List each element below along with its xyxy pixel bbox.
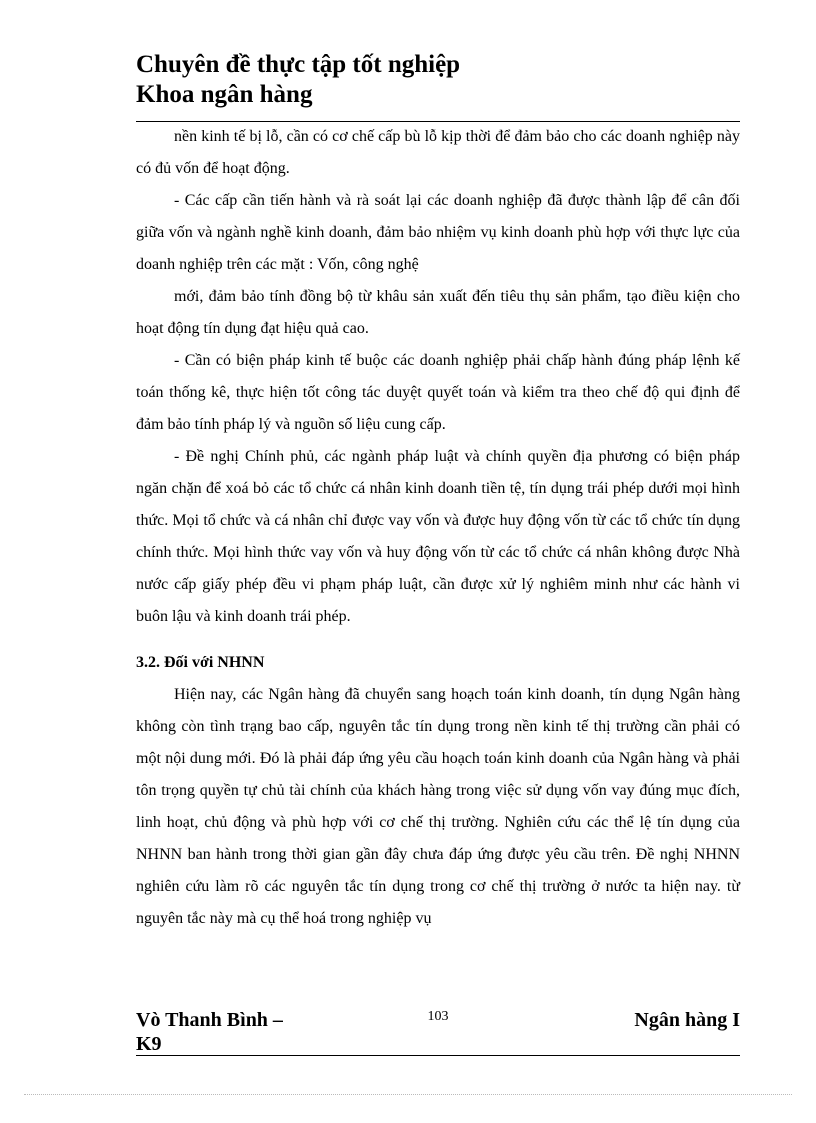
paragraph-1: nền kinh tế bị lỗ, cần có cơ chế cấp bù lỗ kịp thời để đảm bảo cho các doanh nghiệp này có đủ vốn để hoạt động. — [136, 128, 740, 177]
footer-author: Vò Thanh Bình – K9 — [136, 1009, 283, 1055]
footer-divider — [136, 1055, 740, 1056]
page-header — [136, 50, 740, 110]
paragraph-4: - Cần có biện pháp kinh tế buộc các doanh nghiệp phải chấp hành đúng pháp lệnh kế toán thống kê, thực hiện tốt công tác duyệt quyết toán và kiểm tra theo chế độ qui định để đảm bảo tính pháp lý và nguồn số liệu cung cấp. — [136, 352, 740, 433]
footer-department: Ngân hàng I — [634, 1009, 740, 1031]
document-subtitle: Khoa ngân hàng — [136, 81, 313, 108]
paragraph-2: - Các cấp cần tiến hành và rà soát lại các doanh nghiệp đã được thành lập để cân đối giữa vốn và ngành nghề kinh doanh, đảm bảo nhiệm vụ kinh doanh phù hợp với thực lực của doanh nghiệp trên các mặt : Vốn, công nghệ — [136, 192, 740, 273]
page-edge-guide — [24, 1094, 792, 1095]
document-body — [136, 121, 740, 935]
document-title: Chuyên đề thực tập tốt nghiệp — [136, 51, 461, 78]
page-footer — [136, 1008, 740, 1058]
section-paragraph: Hiện nay, các Ngân hàng đã chuyển sang hoạch toán kinh doanh, tín dụng Ngân hàng không còn tình trạng bao cấp, nguyên tắc tín dụng trong nền kinh tế thị trường cần phải có một nội dung mới. Đó là phải đáp ứng yêu cầu hoạch toán kinh doanh của Ngân hàng và phải tôn trọng quyền tự chủ tài chính của khách hàng trong việc sử dụng vốn vay đúng mục đích, linh hoạt, chủ động và phù hợp với cơ chế thị trường. Nghiên cứu các thể lệ tín dụng của NHNN ban hành trong thời gian gần đây chưa đáp ứng được yêu cầu trên. Đề nghị NHNN nghiên cứu làm rõ các nguyên tắc tín dụng trong cơ chế thị trường ở nước ta hiện nay. từ nguyên tắc này mà cụ thể hoá trong nghiệp vụ — [136, 686, 740, 927]
paragraph-5: - Đề nghị Chính phủ, các ngành pháp luật và chính quyền địa phương có biện pháp ngăn chặn để xoá bỏ các tổ chức cá nhân kinh doanh tiền tệ, tín dụng trái phép dưới mọi hình thức. Mọi tổ chức và cá nhân chỉ được vay vốn và được huy động vốn từ các tổ chức tín dụng chính thức. Mọi hình thức vay vốn và huy động vốn từ các tổ chức cá nhân không được Nhà nước cấp giấy phép đều vi phạm pháp luật, cần được xử lý nghiêm minh như các hành vi buôn lậu và kinh doanh trái phép. — [136, 448, 740, 625]
paragraph-3: mới, đảm bảo tính đồng bộ từ khâu sản xuất đến tiêu thụ sản phẩm, tạo điều kiện cho hoạt động tín dụng đạt hiệu quả cao. — [136, 288, 740, 337]
section-heading: 3.2. Đối với NHNN — [136, 654, 265, 671]
page-number: 103 — [427, 1009, 449, 1024]
